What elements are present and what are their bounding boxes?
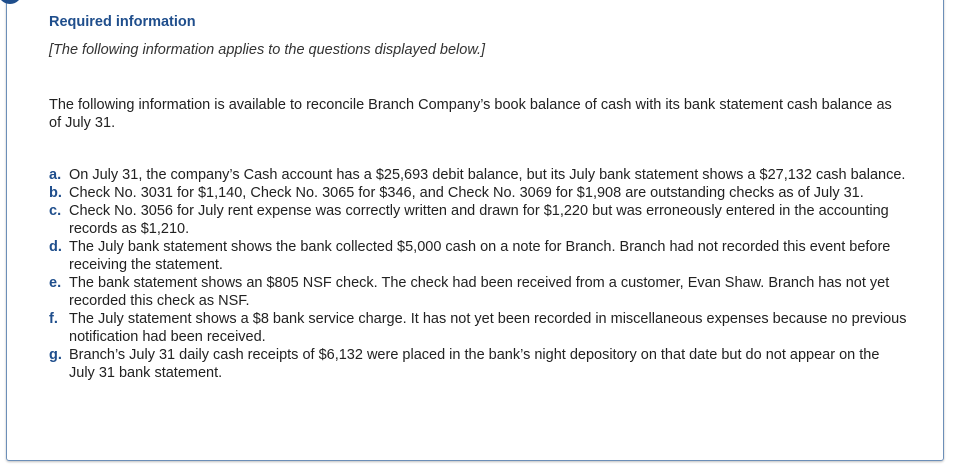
item-letter: a. [49,167,62,183]
list-item-d [49,238,909,274]
list-item-a [49,166,909,184]
list-item-g [49,346,909,382]
item-text: Branch’s July 31 daily cash receipts of $6,132 were placed in the bank’s night depository on that date but do not appear on the July 31 bank statement. [69,347,880,381]
item-text: The July bank statement shows the bank collected $5,000 cash on a note for Branch. Branch had not recorded this event before receiving the statement. [69,239,891,273]
list-item-b [49,184,909,202]
item-text: The bank statement shows an $805 NSF check. The check had been received from a customer, Evan Shaw. Branch has not yet recorded this check as NSF. [69,275,890,309]
item-letter: b. [49,185,62,201]
list-item-f [49,310,909,346]
item-text: Check No. 3056 for July rent expense was correctly written and drawn for $1,220 but was erroneously entered in the accounting records as $1,210. [69,203,889,237]
item-text: On July 31, the company’s Cash account has a $25,693 debit balance, but its July bank statement shows a $27,132 cash balance. [69,167,906,183]
list-item-e [49,274,909,310]
item-letter: d. [49,239,62,255]
item-letter: g. [49,347,62,363]
list-item-c [49,202,909,238]
page-subtitle: [The following information applies to the questions displayed below.] [49,42,486,58]
item-text: The July statement shows a $8 bank service charge. It has not yet been recorded in miscellaneous expenses because no previous notification had been received. [69,311,907,345]
page-title: Required information [49,14,196,30]
item-text: Check No. 3031 for $1,140, Check No. 3065 for $346, and Check No. 3069 for $1,908 are outstanding checks as of July 31. [69,185,864,201]
info-list [49,166,909,382]
intro-paragraph: The following information is available to reconcile Branch Company’s book balance of cash with its bank statement cash balance as of July 31. [49,97,892,131]
item-letter: f. [49,311,58,327]
item-letter: c. [49,203,62,219]
item-letter: e. [49,275,62,291]
